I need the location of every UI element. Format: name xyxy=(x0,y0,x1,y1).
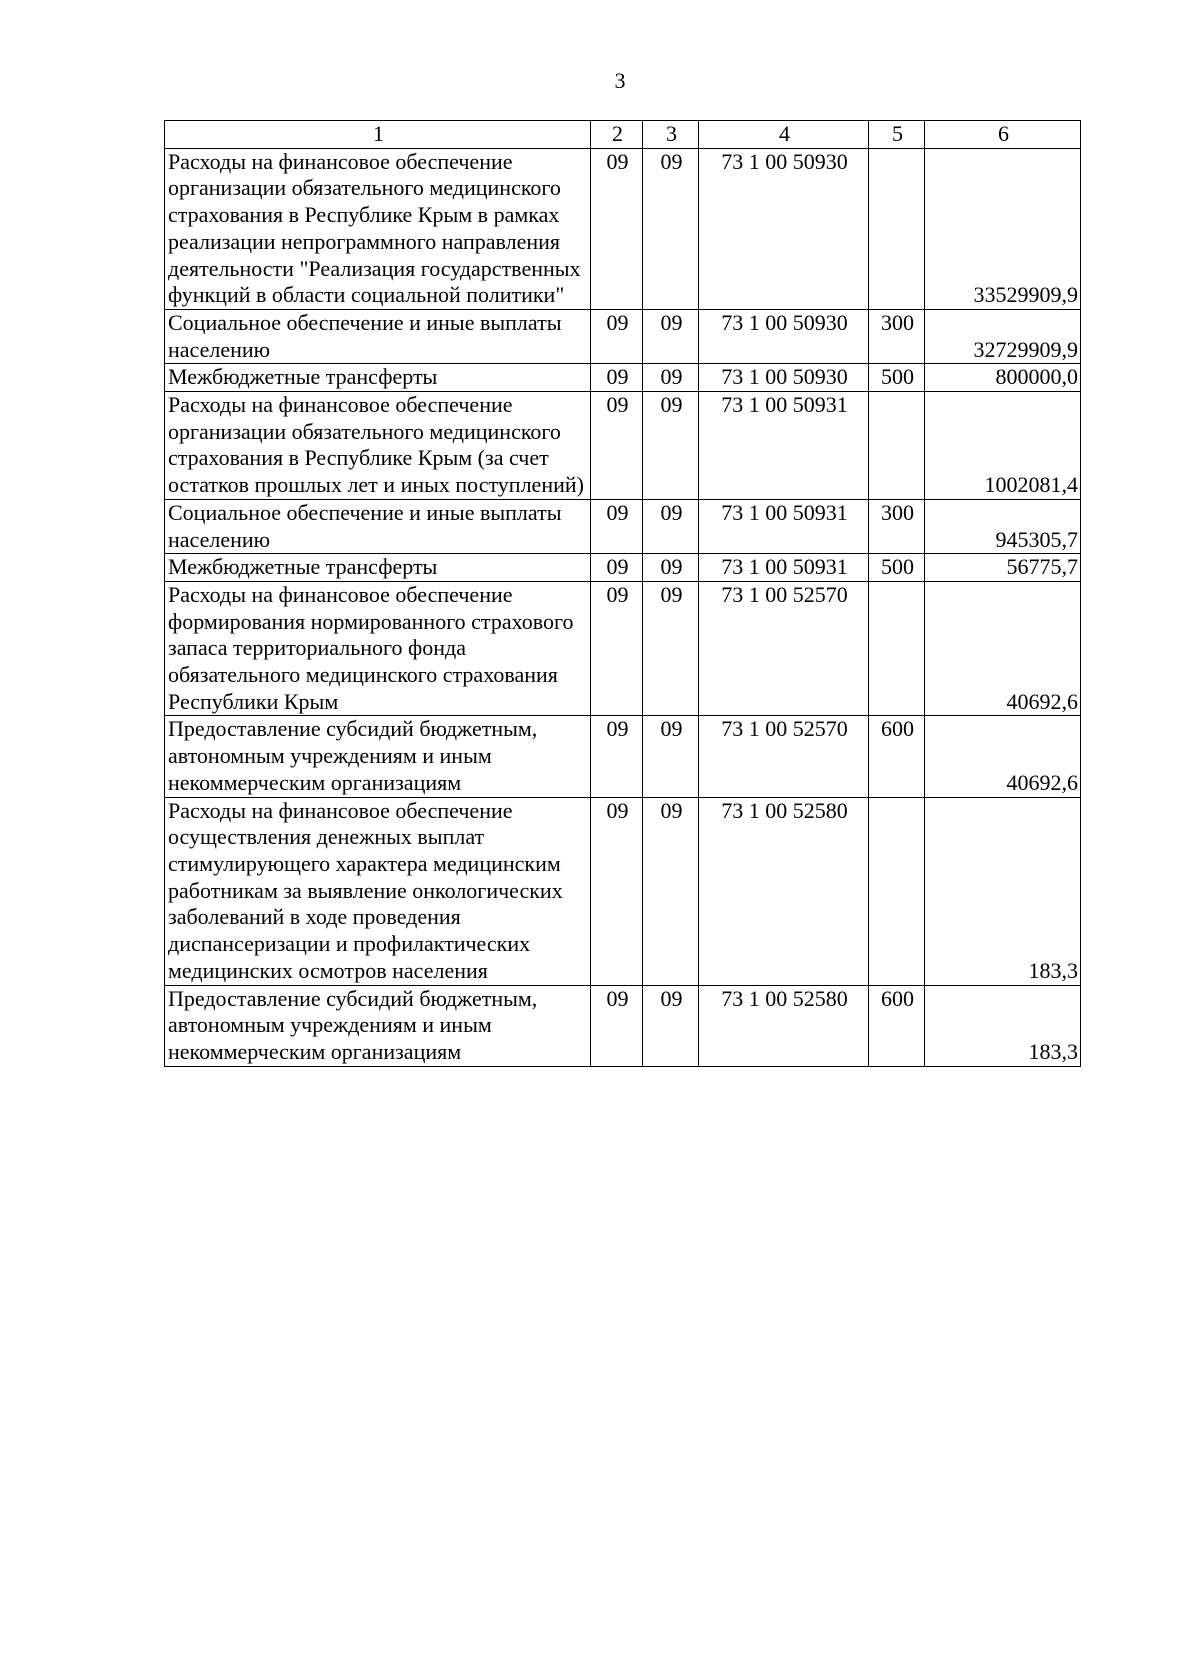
row-amount: 183,3 xyxy=(925,797,1081,985)
row-section: 09 xyxy=(591,554,643,582)
row-section: 09 xyxy=(591,797,643,985)
header-cell-2: 2 xyxy=(591,121,643,149)
row-expense-type: 300 xyxy=(869,309,925,363)
header-cell-5: 5 xyxy=(869,121,925,149)
row-amount: 183,3 xyxy=(925,985,1081,1066)
header-cell-6: 6 xyxy=(925,121,1081,149)
row-subsection: 09 xyxy=(643,581,699,716)
table-row xyxy=(165,148,1081,309)
row-subsection: 09 xyxy=(643,364,699,392)
table-header-row xyxy=(165,121,1081,149)
row-amount: 40692,6 xyxy=(925,581,1081,716)
row-subsection: 09 xyxy=(643,985,699,1066)
header-cell-1: 1 xyxy=(165,121,591,149)
row-subsection: 09 xyxy=(643,797,699,985)
row-expense-type: 600 xyxy=(869,716,925,797)
table-row xyxy=(165,364,1081,392)
row-section: 09 xyxy=(591,716,643,797)
page-number: 3 xyxy=(614,68,626,93)
row-expense-type xyxy=(869,148,925,309)
header-cell-3: 3 xyxy=(643,121,699,149)
row-section: 09 xyxy=(591,364,643,392)
table-row xyxy=(165,392,1081,500)
row-subsection: 09 xyxy=(643,148,699,309)
row-expense-type xyxy=(869,797,925,985)
row-target-code: 73 1 00 50931 xyxy=(699,392,869,500)
header-cell-4: 4 xyxy=(699,121,869,149)
table-row xyxy=(165,985,1081,1066)
row-name: Предоставление субсидий бюджетным, автономным учреждениям и иным некоммерческим организациям xyxy=(165,716,591,797)
row-name: Межбюджетные трансферты xyxy=(165,364,591,392)
row-subsection: 09 xyxy=(643,554,699,582)
table-row xyxy=(165,581,1081,716)
row-expense-type: 300 xyxy=(869,499,925,553)
row-section: 09 xyxy=(591,499,643,553)
row-expense-type xyxy=(869,581,925,716)
row-subsection: 09 xyxy=(643,309,699,363)
row-amount: 32729909,9 xyxy=(925,309,1081,363)
row-section: 09 xyxy=(591,985,643,1066)
row-target-code: 73 1 00 52580 xyxy=(699,797,869,985)
table-row xyxy=(165,554,1081,582)
row-subsection: 09 xyxy=(643,499,699,553)
row-amount: 40692,6 xyxy=(925,716,1081,797)
row-name: Предоставление субсидий бюджетным, автономным учреждениям и иным некоммерческим организациям xyxy=(165,985,591,1066)
row-expense-type: 500 xyxy=(869,364,925,392)
row-section: 09 xyxy=(591,581,643,716)
row-target-code: 73 1 00 50931 xyxy=(699,499,869,553)
row-amount: 56775,7 xyxy=(925,554,1081,582)
table-row xyxy=(165,797,1081,985)
row-target-code: 73 1 00 50931 xyxy=(699,554,869,582)
row-expense-type: 500 xyxy=(869,554,925,582)
row-name: Социальное обеспечение и иные выплаты населению xyxy=(165,309,591,363)
row-section: 09 xyxy=(591,309,643,363)
row-amount: 1002081,4 xyxy=(925,392,1081,500)
row-target-code: 73 1 00 50930 xyxy=(699,364,869,392)
row-amount: 945305,7 xyxy=(925,499,1081,553)
row-section: 09 xyxy=(591,392,643,500)
row-amount: 33529909,9 xyxy=(925,148,1081,309)
row-amount: 800000,0 xyxy=(925,364,1081,392)
budget-table xyxy=(164,120,1081,1067)
row-name: Расходы на финансовое обеспечение организации обязательного медицинского страхования в Республике Крым (за счет остатков прошлых лет и иных поступлений) xyxy=(165,392,591,500)
row-name: Расходы на финансовое обеспечение формирования нормированного страхового запаса территориального фонда обязательного медицинского страхования Республики Крым xyxy=(165,581,591,716)
row-name: Расходы на финансовое обеспечение организации обязательного медицинского страхования в Республике Крым в рамках реализации непрограммного направления деятельности "Реализация государственных функций в области социальной политики" xyxy=(165,148,591,309)
row-target-code: 73 1 00 52570 xyxy=(699,581,869,716)
row-name: Социальное обеспечение и иные выплаты населению xyxy=(165,499,591,553)
row-expense-type xyxy=(869,392,925,500)
table-row xyxy=(165,716,1081,797)
row-name: Расходы на финансовое обеспечение осуществления денежных выплат стимулирующего характера медицинским работникам за выявление онкологических заболеваний в ходе проведения диспансеризации и профилактических медицинских осмотров населения xyxy=(165,797,591,985)
table-row xyxy=(165,309,1081,363)
row-name: Межбюджетные трансферты xyxy=(165,554,591,582)
row-subsection: 09 xyxy=(643,392,699,500)
row-expense-type: 600 xyxy=(869,985,925,1066)
row-target-code: 73 1 00 50930 xyxy=(699,309,869,363)
row-subsection: 09 xyxy=(643,716,699,797)
row-target-code: 73 1 00 50930 xyxy=(699,148,869,309)
table-row xyxy=(165,499,1081,553)
row-target-code: 73 1 00 52570 xyxy=(699,716,869,797)
row-section: 09 xyxy=(591,148,643,309)
row-target-code: 73 1 00 52580 xyxy=(699,985,869,1066)
